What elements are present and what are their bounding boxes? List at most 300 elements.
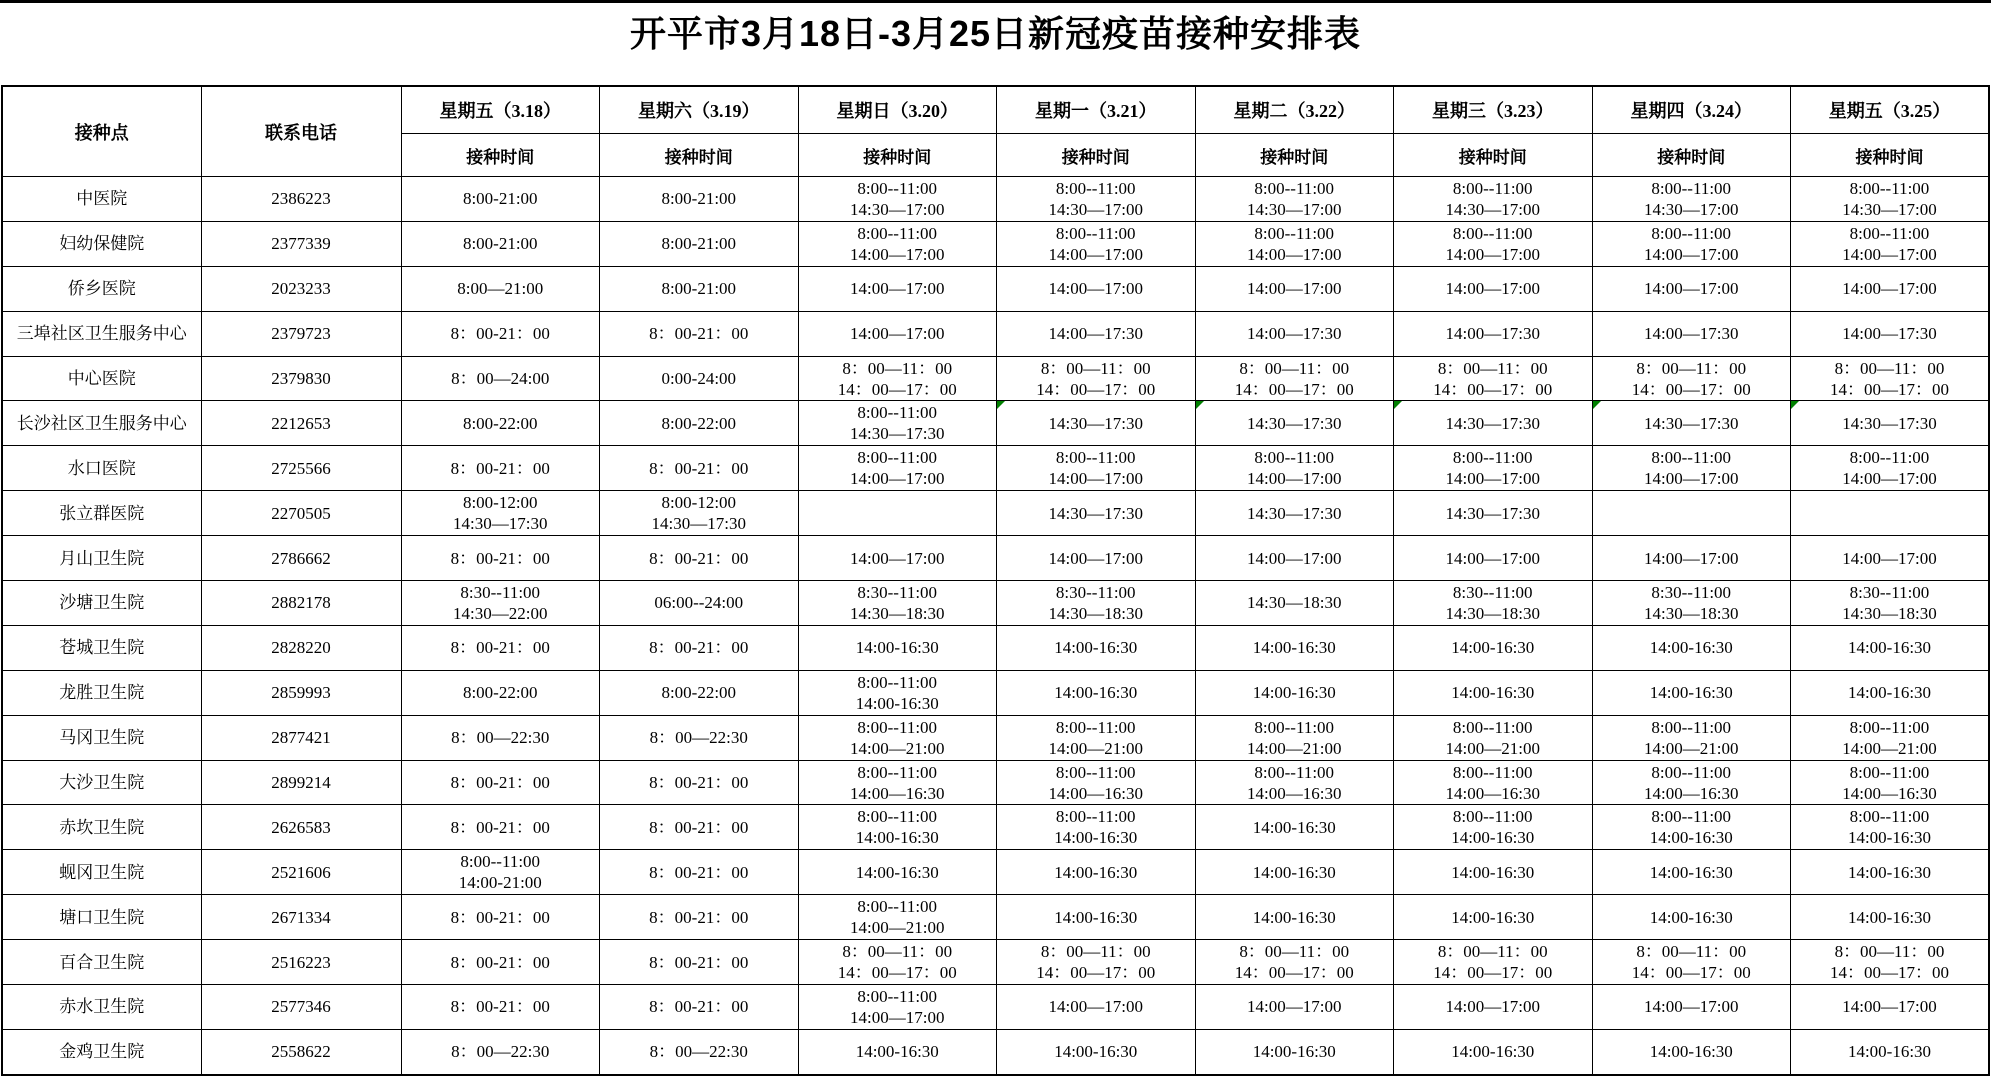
site-cell: 中医院 [2, 177, 201, 222]
time-cell [1195, 401, 1394, 446]
time-line: 14:30—18:30 [1247, 593, 1342, 613]
time-line: 14:00-16:30 [1252, 907, 1336, 927]
phone-cell: 2558622 [201, 1029, 401, 1074]
time-cell [1592, 446, 1791, 491]
time-line: 8：00—11：00 [1437, 358, 1548, 378]
time-line: 14:00—16:30 [1247, 783, 1342, 803]
day-header-3: 星期一（3.21） [997, 86, 1196, 134]
time-line: 14:30—17:00 [850, 199, 945, 219]
time-cell [997, 356, 1196, 401]
time-line: 14:00-16:30 [1252, 817, 1336, 837]
time-cell [798, 940, 997, 985]
time-line: 8:00--11:00 [857, 807, 938, 827]
time-cell [401, 670, 600, 715]
time-cell [997, 266, 1196, 311]
time-cell [600, 895, 799, 940]
time-cell [600, 581, 799, 626]
time-cell [600, 266, 799, 311]
time-cell [1394, 670, 1593, 715]
time-cell [1195, 266, 1394, 311]
time-line: 14:00-16:30 [1054, 862, 1138, 882]
table-row [2, 670, 1989, 715]
time-cell [997, 805, 1196, 850]
time-line: 8:00--11:00 [1849, 178, 1930, 198]
time-line: 8:00--11:00 [460, 852, 541, 872]
time-cell [1394, 1029, 1593, 1074]
time-line: 14:00-16:30 [1649, 683, 1733, 703]
time-line: 14：00—17：00 [1433, 963, 1553, 983]
time-cell [1791, 221, 1990, 266]
time-cell [600, 536, 799, 581]
time-line: 14:00-16:30 [1451, 862, 1535, 882]
time-cell [600, 670, 799, 715]
time-cell [600, 311, 799, 356]
time-line: 14:30—17:30 [1445, 503, 1540, 523]
table-row [2, 311, 1989, 356]
time-line: 14:00-16:30 [1054, 1042, 1138, 1062]
time-cell [798, 356, 997, 401]
time-line: 8：00-21：00 [450, 638, 550, 658]
time-line: 14:00—21:00 [1247, 738, 1342, 758]
time-cell [1394, 446, 1593, 491]
time-line: 14:00—17:00 [1445, 244, 1540, 264]
time-cell [1592, 581, 1791, 626]
phone-cell: 2521606 [201, 850, 401, 895]
day-header-2: 星期日（3.20） [798, 86, 997, 134]
time-line: 14:00—17:00 [1644, 244, 1739, 264]
time-cell [798, 491, 997, 536]
time-cell [997, 446, 1196, 491]
green-corner-flag [1196, 401, 1204, 409]
time-line: 14:30—17:30 [651, 514, 746, 534]
time-line: 8:00--11:00 [1452, 223, 1533, 243]
time-cell [401, 311, 600, 356]
time-line: 8：00—11：00 [842, 358, 953, 378]
table-row [2, 850, 1989, 895]
time-line: 14：00—17：00 [837, 379, 957, 399]
time-cell [1592, 850, 1791, 895]
phone-cell: 2379723 [201, 311, 401, 356]
time-line: 14:30—18:30 [850, 603, 945, 623]
time-cell [1394, 401, 1593, 446]
time-line: 14:00-21:00 [458, 873, 542, 893]
phone-cell: 2386223 [201, 177, 401, 222]
phone-cell: 2899214 [201, 760, 401, 805]
time-cell [997, 536, 1196, 581]
time-line: 14:30—17:30 [1842, 413, 1937, 433]
time-line: 14:00—17:00 [1247, 548, 1342, 568]
time-cell [798, 715, 997, 760]
phone-cell: 2626583 [201, 805, 401, 850]
time-line: 8:00-21:00 [661, 234, 737, 254]
time-cell [1791, 581, 1990, 626]
time-line: 8：00—24:00 [451, 369, 550, 388]
phone-cell: 2671334 [201, 895, 401, 940]
time-cell [1394, 625, 1593, 670]
time-line: 14:30—18:30 [1048, 603, 1143, 623]
time-line: 14:00-16:30 [1054, 828, 1138, 848]
phone-cell: 2786662 [201, 536, 401, 581]
time-cell [1791, 446, 1990, 491]
time-cell [1791, 177, 1990, 222]
site-cell: 赤水卫生院 [2, 985, 201, 1030]
time-cell [401, 985, 600, 1030]
time-cell [798, 850, 997, 895]
time-cell [1394, 177, 1593, 222]
time-cell [1592, 1029, 1791, 1074]
time-line: 14:00-16:30 [1847, 862, 1932, 882]
site-cell: 妇幼保健院 [2, 221, 201, 266]
time-cell [1592, 221, 1791, 266]
time-line: 8：00—11：00 [1040, 358, 1151, 378]
time-line: 14:00—21:00 [1445, 738, 1540, 758]
day-header-0: 星期五（3.18） [401, 86, 600, 134]
table-row [2, 536, 1989, 581]
time-cell [1592, 401, 1791, 446]
time-line: 14:30—17:30 [1247, 503, 1342, 523]
time-cell [1195, 805, 1394, 850]
time-cell [997, 625, 1196, 670]
time-cell [1394, 581, 1593, 626]
time-line: 14:30—22:00 [453, 603, 548, 623]
time-subheader: 接种时间 [798, 134, 997, 177]
time-line: 14:00-16:30 [1847, 638, 1932, 658]
time-line: 8:00-21:00 [462, 234, 538, 254]
time-cell [600, 625, 799, 670]
time-line: 14:30—17:30 [1048, 503, 1143, 523]
time-line: 8：00—11：00 [842, 942, 953, 962]
time-cell [1195, 311, 1394, 356]
time-line: 8:00--11:00 [857, 448, 938, 468]
time-line: 8：00-21：00 [649, 773, 749, 793]
time-line: 14:30—17:00 [1048, 199, 1143, 219]
time-line: 8:00--11:00 [1055, 448, 1136, 468]
schedule-table-body [2, 177, 1989, 1075]
time-line: 14：00—17：00 [1631, 379, 1751, 399]
table-row [2, 760, 1989, 805]
time-line: 8：00-21：00 [649, 324, 749, 344]
green-corner-flag [1394, 401, 1402, 409]
time-line: 14:00-16:30 [855, 1042, 939, 1062]
time-line: 14:00—17:00 [1247, 469, 1342, 489]
time-cell [600, 760, 799, 805]
time-line: 14:00—17:00 [1842, 469, 1937, 489]
time-line: 14:30—18:30 [1842, 603, 1937, 623]
time-cell [401, 491, 600, 536]
time-line: 14:00-16:30 [1847, 828, 1932, 848]
time-cell [1592, 356, 1791, 401]
time-line: 8:00--11:00 [1254, 448, 1335, 468]
time-cell [1791, 805, 1990, 850]
time-cell [1592, 625, 1791, 670]
time-line: 8：00—11：00 [1834, 942, 1945, 962]
phone-cell: 2379830 [201, 356, 401, 401]
time-cell [1394, 895, 1593, 940]
page-title: 开平市3月18日-3月25日新冠疫苗接种安排表 [629, 13, 1362, 54]
time-line: 8:00--11:00 [1651, 807, 1732, 827]
site-column-header: 接种点 [2, 86, 201, 177]
time-line: 8：00—22:30 [649, 1042, 748, 1062]
time-cell [600, 491, 799, 536]
time-line: 8:00--11:00 [1849, 807, 1930, 827]
time-line: 14:00-16:30 [1847, 683, 1932, 703]
time-line: 14:00-16:30 [1054, 907, 1138, 927]
time-cell [1592, 760, 1791, 805]
time-line: 8:30--11:00 [1651, 582, 1732, 602]
time-line: 14:00-16:30 [1649, 862, 1733, 882]
table-row [2, 177, 1989, 222]
time-line: 14:00-16:30 [1054, 638, 1138, 658]
day-header-1: 星期六（3.19） [600, 86, 799, 134]
time-line: 14:00—17:00 [850, 1007, 945, 1027]
time-cell [1592, 670, 1791, 715]
time-cell [401, 625, 600, 670]
time-cell [600, 805, 799, 850]
green-corner-flag [1593, 401, 1601, 409]
time-line: 14:00-16:30 [1649, 638, 1733, 658]
time-cell [1394, 940, 1593, 985]
time-cell [401, 895, 600, 940]
time-line: 8:00--11:00 [1849, 762, 1930, 782]
table-row [2, 1029, 1989, 1074]
site-cell: 月山卫生院 [2, 536, 201, 581]
site-cell: 三埠社区卫生服务中心 [2, 311, 201, 356]
time-cell [600, 177, 799, 222]
time-line: 8:00-22:00 [661, 683, 737, 703]
time-line: 8:00--11:00 [1055, 178, 1136, 198]
phone-cell: 2828220 [201, 625, 401, 670]
time-line: 8:00--11:00 [1055, 807, 1136, 827]
table-row [2, 581, 1989, 626]
time-line: 14：00—17：00 [837, 963, 957, 983]
time-cell [1592, 177, 1791, 222]
time-cell [401, 446, 600, 491]
time-line: 14:00—17:00 [1842, 279, 1937, 299]
time-cell [1394, 311, 1593, 356]
time-line: 14:30—17:00 [1842, 199, 1937, 219]
time-line: 8:00--11:00 [1452, 448, 1533, 468]
time-cell [1195, 491, 1394, 536]
time-line: 8:00--11:00 [1452, 178, 1533, 198]
time-subheader: 接种时间 [1195, 134, 1394, 177]
time-line: 14:00—17:00 [1842, 548, 1937, 568]
time-cell [1791, 536, 1990, 581]
time-cell [1195, 715, 1394, 760]
time-line: 8:00--11:00 [1651, 178, 1732, 198]
time-line: 14：00—17：00 [1036, 963, 1156, 983]
phone-cell: 2023233 [201, 266, 401, 311]
time-line: 14:00—21:00 [1644, 738, 1739, 758]
time-line: 14:00-16:30 [1649, 828, 1733, 848]
site-cell: 马冈卫生院 [2, 715, 201, 760]
day-header-row [2, 86, 1989, 134]
time-cell [997, 1029, 1196, 1074]
table-row [2, 221, 1989, 266]
time-line: 8：00—11：00 [1834, 358, 1945, 378]
time-line: 14:30—17:30 [1644, 413, 1739, 433]
time-line: 14:30—18:30 [1644, 603, 1739, 623]
time-line: 14:00—17:30 [1048, 324, 1143, 344]
site-cell: 百合卫生院 [2, 940, 201, 985]
time-cell [1791, 1029, 1990, 1074]
phone-cell: 2377339 [201, 221, 401, 266]
time-line: 8:00-21:00 [462, 189, 538, 209]
time-line: 8:30--11:00 [857, 582, 938, 602]
time-cell [600, 850, 799, 895]
table-row [2, 940, 1989, 985]
phone-cell: 2882178 [201, 581, 401, 626]
time-cell [997, 715, 1196, 760]
time-line: 8:00--11:00 [857, 672, 938, 692]
time-cell [1592, 805, 1791, 850]
time-line: 14:00—17:00 [1644, 548, 1739, 568]
time-line: 8：00-21：00 [450, 997, 550, 1017]
time-cell [997, 940, 1196, 985]
time-line: 8：00-21：00 [649, 458, 749, 478]
time-line: 8:00-12:00 [661, 493, 737, 513]
time-cell [401, 356, 600, 401]
time-line: 14:00-16:30 [1252, 862, 1336, 882]
time-line: 14:00—17:00 [850, 548, 945, 568]
site-cell: 张立群医院 [2, 491, 201, 536]
time-line: 8:00--11:00 [1849, 448, 1930, 468]
time-line: 8:30--11:00 [1849, 582, 1930, 602]
time-line: 8:00--11:00 [857, 178, 938, 198]
time-cell [798, 1029, 997, 1074]
time-cell [798, 625, 997, 670]
time-line: 8：00-21：00 [450, 458, 550, 478]
site-cell: 中心医院 [2, 356, 201, 401]
time-cell [600, 1029, 799, 1074]
site-cell: 塘口卫生院 [2, 895, 201, 940]
time-cell [997, 311, 1196, 356]
time-line: 14:00—16:30 [1048, 783, 1143, 803]
time-line: 14：00—17：00 [1631, 963, 1751, 983]
time-line: 14:00-16:30 [855, 693, 939, 713]
phone-cell: 2516223 [201, 940, 401, 985]
time-line: 14:00—17:00 [1445, 469, 1540, 489]
time-line: 14:00—16:30 [850, 783, 945, 803]
phone-cell: 2577346 [201, 985, 401, 1030]
time-line: 14:00—16:30 [1445, 783, 1540, 803]
time-cell [401, 760, 600, 805]
time-line: 14:00—17:00 [1445, 997, 1540, 1017]
time-cell [1791, 985, 1990, 1030]
time-line: 14:00—17:00 [850, 469, 945, 489]
site-cell: 蚬冈卫生院 [2, 850, 201, 895]
site-cell: 大沙卫生院 [2, 760, 201, 805]
time-line: 8：00-21：00 [450, 952, 550, 972]
time-line: 14:00—16:30 [1842, 783, 1937, 803]
time-cell [401, 581, 600, 626]
time-cell [401, 401, 600, 446]
time-line: 14:00-16:30 [855, 862, 939, 882]
time-line: 14:00—17:00 [1644, 997, 1739, 1017]
time-cell [1195, 670, 1394, 715]
time-line: 14:30—17:00 [1644, 199, 1739, 219]
time-line: 8：00—22:30 [451, 1042, 550, 1062]
time-line: 8:00--11:00 [1651, 448, 1732, 468]
time-line: 14:00—17:00 [850, 279, 945, 299]
time-line: 14:00-16:30 [855, 828, 939, 848]
time-line: 8:30--11:00 [1055, 582, 1136, 602]
time-cell [1195, 221, 1394, 266]
time-line: 8：00-21：00 [649, 997, 749, 1017]
phone-column-header: 联系电话 [201, 86, 401, 177]
time-line: 8:00--11:00 [1452, 762, 1533, 782]
time-cell [1394, 850, 1593, 895]
time-cell [1592, 536, 1791, 581]
time-cell [401, 715, 600, 760]
time-line: 8:00--11:00 [857, 762, 938, 782]
time-cell [798, 985, 997, 1030]
time-line: 14:00—17:00 [1247, 279, 1342, 299]
time-line: 8:00-22:00 [462, 683, 538, 703]
day-header-5: 星期三（3.23） [1394, 86, 1593, 134]
time-cell [1791, 311, 1990, 356]
time-line: 14:00—17:00 [1644, 469, 1739, 489]
site-cell: 赤坎卫生院 [2, 805, 201, 850]
time-cell [798, 177, 997, 222]
time-cell [1195, 1029, 1394, 1074]
time-cell [997, 760, 1196, 805]
time-line: 8：00-21：00 [649, 862, 749, 882]
time-line: 14:00—17:30 [1445, 324, 1540, 344]
time-line: 8:00--11:00 [1849, 223, 1930, 243]
time-cell [1592, 311, 1791, 356]
time-line: 8：00—11：00 [1239, 358, 1350, 378]
time-cell [1394, 985, 1593, 1030]
time-line: 14:00-16:30 [1451, 828, 1535, 848]
time-subheader: 接种时间 [1394, 134, 1593, 177]
time-cell [1195, 581, 1394, 626]
phone-cell: 2877421 [201, 715, 401, 760]
time-line: 8:30--11:00 [460, 582, 541, 602]
time-cell [1394, 715, 1593, 760]
site-cell: 长沙社区卫生服务中心 [2, 401, 201, 446]
phone-cell: 2725566 [201, 446, 401, 491]
time-cell [1592, 715, 1791, 760]
table-row [2, 895, 1989, 940]
time-line: 14:00-16:30 [1649, 907, 1733, 927]
table-row [2, 446, 1989, 491]
time-cell [1195, 446, 1394, 491]
time-cell [997, 850, 1196, 895]
green-corner-flag [997, 401, 1005, 409]
time-cell [600, 940, 799, 985]
time-line: 8:00--11:00 [1254, 717, 1335, 737]
time-line: 14:30—17:30 [1048, 413, 1143, 433]
time-line: 8：00-21：00 [649, 638, 749, 658]
time-cell [401, 536, 600, 581]
time-cell [1394, 805, 1593, 850]
time-line: 14:00—21:00 [850, 738, 945, 758]
time-cell [1791, 266, 1990, 311]
time-cell [1394, 536, 1593, 581]
time-cell [1791, 491, 1990, 536]
phone-cell: 2212653 [201, 401, 401, 446]
time-line: 8:00--11:00 [1651, 717, 1732, 737]
time-line: 14：00—17：00 [1830, 963, 1949, 983]
table-row [2, 715, 1989, 760]
time-line: 14:00—17:00 [1048, 244, 1143, 264]
time-cell [1791, 401, 1990, 446]
time-cell [600, 446, 799, 491]
time-line: 8:00--11:00 [1452, 717, 1533, 737]
time-cell [1394, 221, 1593, 266]
time-cell [798, 895, 997, 940]
time-line: 14：00—17：00 [1830, 379, 1949, 399]
